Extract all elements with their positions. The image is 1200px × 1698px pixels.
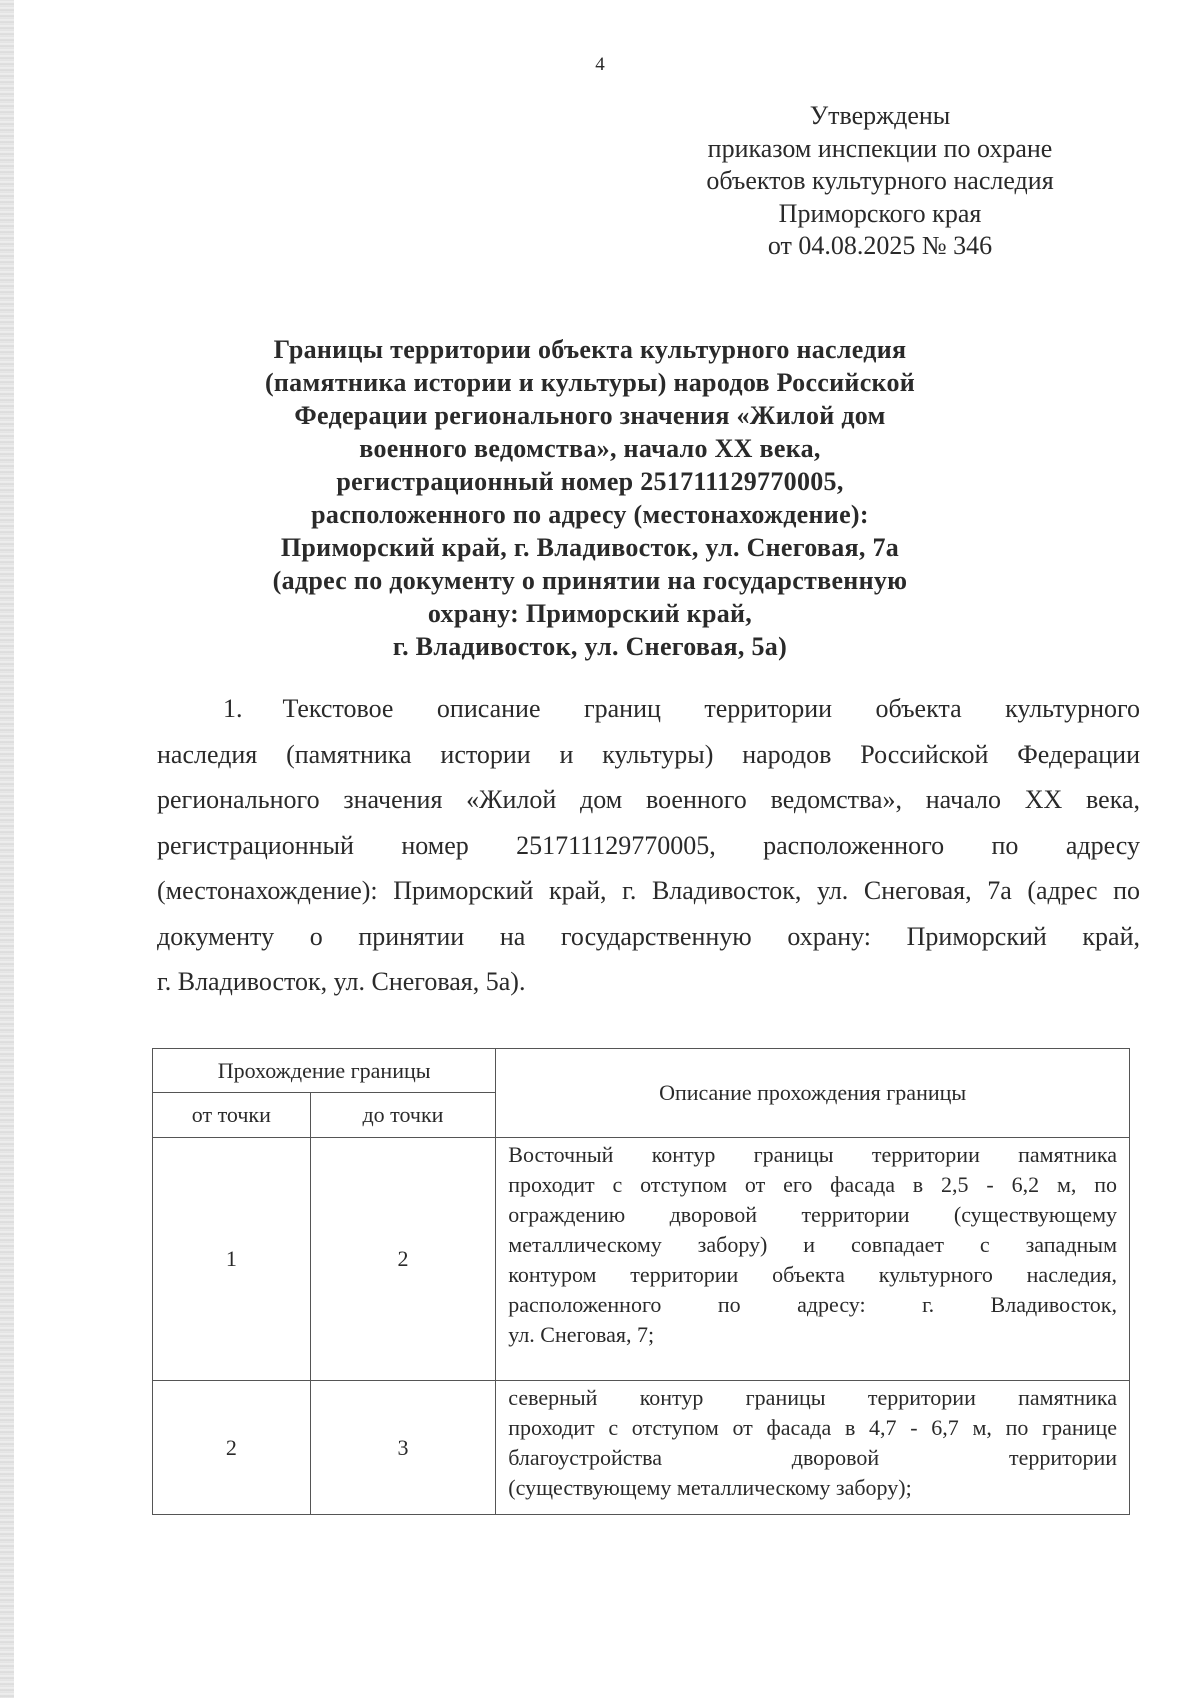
description-line: контуром территории объекта культурного наследия,: [508, 1262, 1117, 1287]
approval-line: от 04.08.2025 № 346: [767, 231, 993, 260]
description-line: расположенного по адресу: г. Владивосток,: [508, 1292, 1117, 1317]
boundary-table: [152, 1048, 1130, 1515]
paragraph-line: регистрационный номер 251711129770005, расположенного по адресу: [157, 830, 1140, 860]
paragraph-line-text: Текстовое описание границ территории объекта культурного: [282, 694, 1140, 723]
description-line: проходит с отступом от его фасада в 2,5 - 6,2 м, по: [508, 1172, 1117, 1197]
header-to-point: до точки: [310, 1093, 496, 1138]
document-title: [200, 333, 980, 663]
description-line: металлическому забору) и совпадает с западным: [508, 1232, 1117, 1257]
header-boundary-passage: Прохождение границы: [153, 1049, 496, 1093]
title-line: расположенного по адресу (местонахождение):: [311, 500, 869, 529]
title-line: Границы территории объекта культурного наследия: [273, 335, 907, 364]
paragraph-number: 1.: [223, 694, 243, 723]
table-row: [153, 1381, 1130, 1515]
description-line: северный контур границы территории памятника: [508, 1385, 1117, 1410]
approval-block: [670, 100, 1090, 263]
table-header-row: [153, 1049, 1130, 1093]
paragraph-line: документу о принятии на государственную охрану: Приморский край,: [157, 921, 1140, 951]
paragraph-line: г. Владивосток, ул. Снеговая, 5а).: [157, 967, 526, 996]
paragraph-line: (местонахождение): Приморский край, г. Владивосток, ул. Снеговая, 7а (адрес по: [157, 876, 1140, 905]
section-1-paragraph: [157, 686, 1140, 1005]
title-line: Приморский край, г. Владивосток, ул. Снеговая, 7а: [280, 533, 900, 562]
approval-line: Приморского края: [778, 198, 982, 228]
description-line: (существующему металлическому забору);: [508, 1475, 912, 1500]
cell-from-point: 1: [153, 1138, 311, 1381]
cell-description: [496, 1138, 1130, 1381]
title-line: Федерации регионального значения «Жилой дом: [294, 401, 886, 430]
cell-description: [496, 1381, 1130, 1515]
table-row: [153, 1138, 1130, 1381]
title-line: охрану: Приморский край,: [427, 599, 753, 628]
paragraph-line: регионального значения «Жилой дом военного ведомства», начало XX века,: [157, 785, 1140, 814]
title-line: военного ведомства», начало XX века,: [359, 434, 821, 463]
page-number: 4: [595, 54, 605, 75]
title-line: (памятника истории и культуры) народов Российской: [264, 368, 916, 397]
paragraph-line: [157, 686, 1140, 732]
paragraph-line: наследия (памятника истории и культуры) народов Российской Федерации: [157, 739, 1140, 769]
description-line: ул. Снеговая, 7;: [508, 1322, 655, 1347]
title-line: г. Владивосток, ул. Снеговая, 5а): [392, 632, 788, 661]
description-line: ограждению дворовой территории (существующему: [508, 1202, 1117, 1227]
header-boundary-description: Описание прохождения границы: [496, 1049, 1130, 1138]
title-line: (адрес по документу о принятии на государственную: [272, 566, 908, 595]
approval-line: приказом инспекции по охране: [707, 133, 1053, 163]
cell-to-point: 2: [310, 1138, 496, 1381]
scan-edge: [0, 0, 14, 1698]
description-line: проходит с отступом от фасада в 4,7 - 6,7 м, по границе: [508, 1415, 1117, 1440]
description-line: Восточный контур границы территории памятника: [508, 1142, 1117, 1167]
cell-to-point: 3: [310, 1381, 496, 1515]
approval-line: объектов культурного наследия: [706, 166, 1054, 195]
title-line: регистрационный номер 251711129770005,: [336, 467, 844, 496]
approval-line: Утверждены: [809, 101, 951, 130]
description-line: благоустройства дворовой территории: [508, 1445, 1117, 1470]
cell-from-point: 2: [153, 1381, 311, 1515]
header-from-point: от точки: [153, 1093, 311, 1138]
